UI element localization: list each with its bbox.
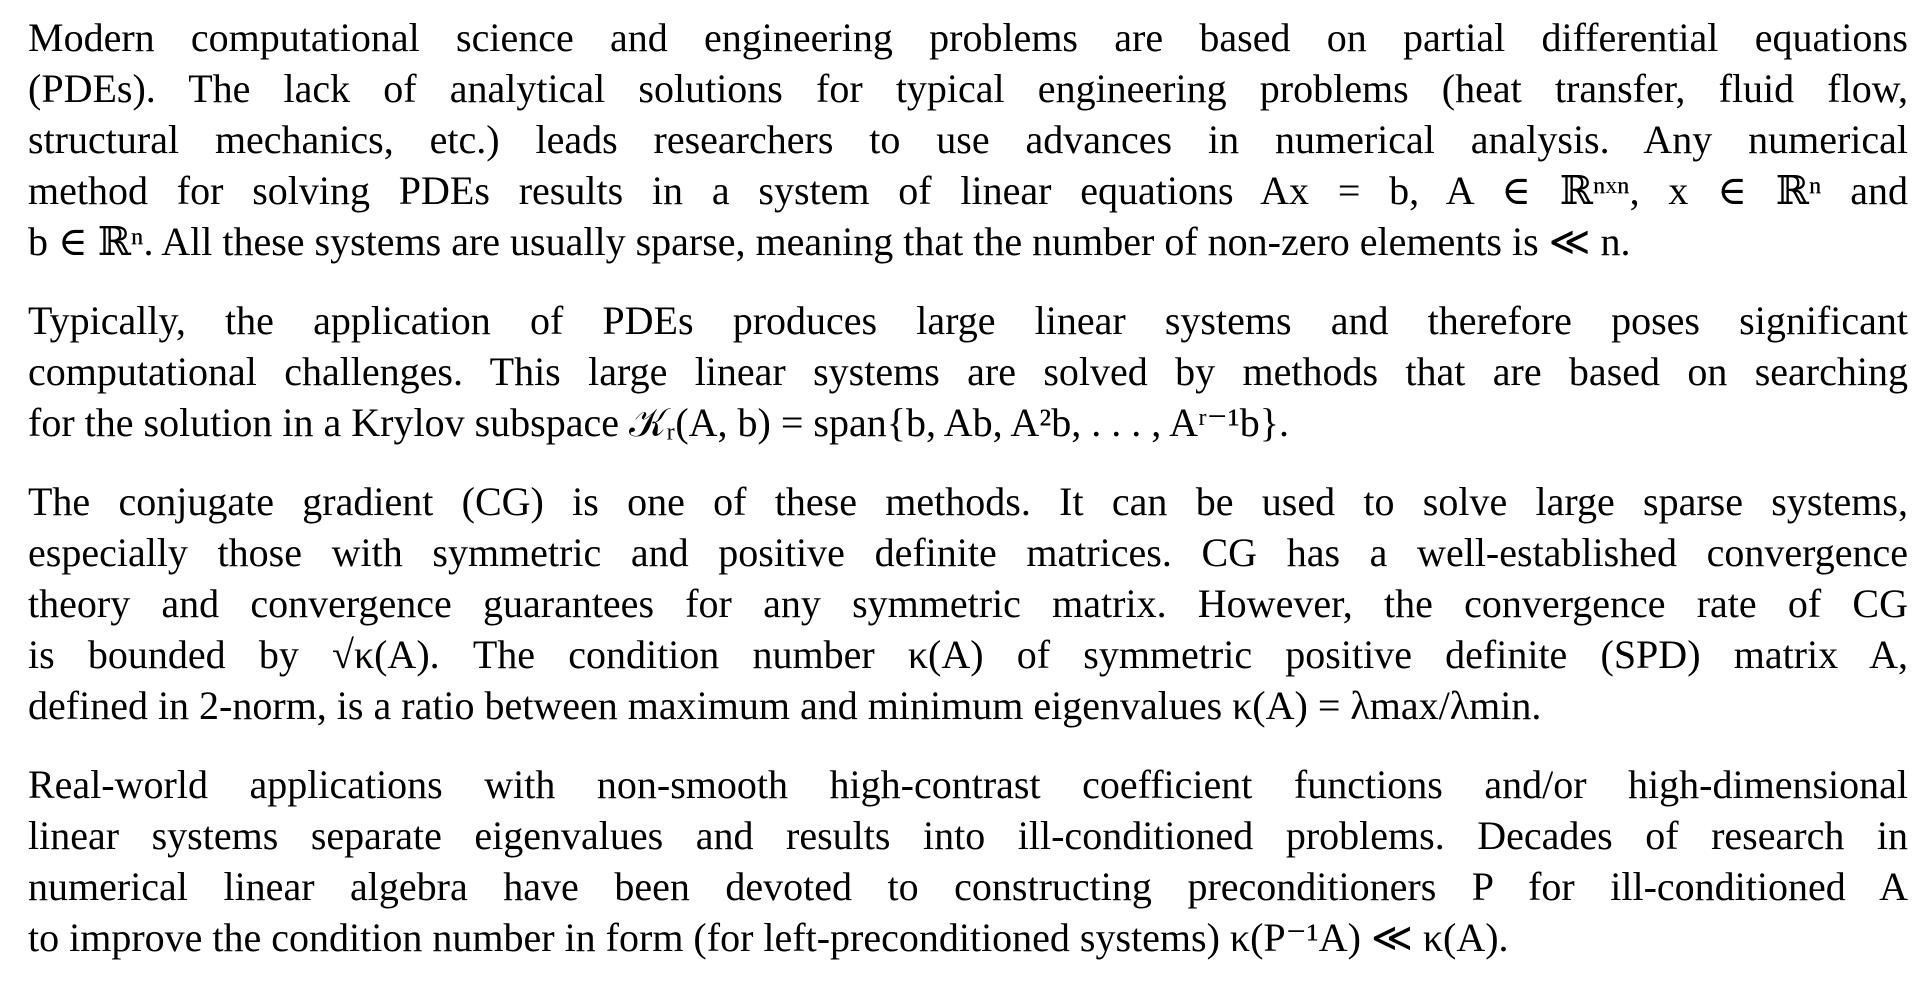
text-line: numerical linear algebra have been devoted to constructing preconditioners P for ill-conditioned A [28,864,1908,909]
paragraph-1 [28,12,1908,267]
text-line: The conjugate gradient (CG) is one of these methods. It can be used to solve large sparse systems, [28,479,1908,524]
text-line: defined in 2-norm, is a ratio between maximum and minimum eigenvalues κ(A) = λmax/λmin. [28,683,1542,728]
text-line: is bounded by √κ(A). The condition number κ(A) of symmetric positive definite (SPD) matrix A, [28,632,1908,677]
text-line: for the solution in a Krylov subspace 𝒦ᵣ(A, b) = span{b, Ab, A²b, . . . , Aʳ⁻¹b}. [28,400,1289,445]
text-line: especially those with symmetric and positive definite matrices. CG has a well-established convergence [28,530,1908,575]
text-line: computational challenges. This large linear systems are solved by methods that are based on searching [28,349,1908,394]
paragraph-2 [28,295,1908,448]
text-line: Real-world applications with non-smooth high-contrast coefficient functions and/or high-dimensional [28,762,1908,807]
text-line: method for solving PDEs results in a system of linear equations Ax = b, A ∈ ℝⁿˣⁿ, x ∈ ℝⁿ and [28,168,1908,213]
text-line: theory and convergence guarantees for any symmetric matrix. However, the convergence rate of CG [28,581,1908,626]
text-line: b ∈ ℝⁿ. All these systems are usually sparse, meaning that the number of non-zero elements is ≪ n. [28,219,1631,264]
text-line: to improve the condition number in form (for left-preconditioned systems) κ(P⁻¹A) ≪ κ(A). [28,915,1509,960]
paragraph-3 [28,476,1908,731]
text-line: Typically, the application of PDEs produces large linear systems and therefore poses significant [28,298,1908,343]
text-line: (PDEs). The lack of analytical solutions for typical engineering problems (heat transfer, fluid flow, [28,66,1908,111]
text-line: structural mechanics, etc.) leads researchers to use advances in numerical analysis. Any numerical [28,117,1908,162]
document-body [28,12,1908,991]
paragraph-4 [28,759,1908,963]
text-line: Modern computational science and engineering problems are based on partial differential equations [28,15,1908,60]
text-line: linear systems separate eigenvalues and results into ill-conditioned problems. Decades of research in [28,813,1908,858]
